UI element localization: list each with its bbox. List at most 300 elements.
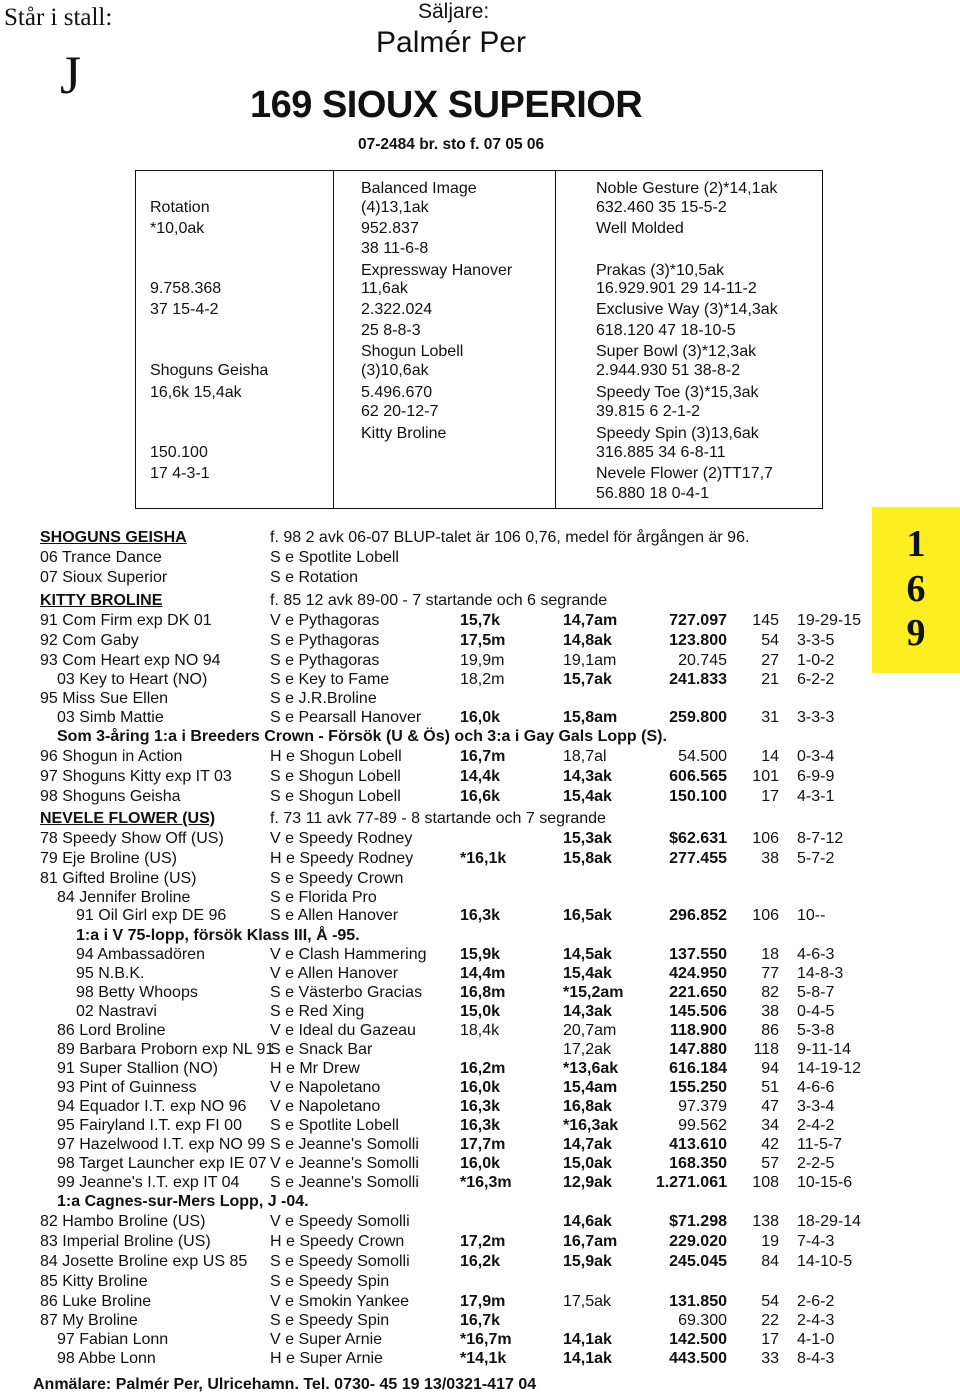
row-r1: 16,2m <box>460 1060 506 1077</box>
row-rec: 3-3-5 <box>797 632 835 649</box>
offspring-row <box>0 631 960 650</box>
row-earn: 296.852 <box>669 907 727 924</box>
row-starts: 138 <box>752 1213 779 1230</box>
pedigree-col3-entry: 2.944.930 51 38-8-2 <box>596 362 741 379</box>
pedigree-col3-entry: Super Bowl (3)*12,3ak <box>596 343 757 360</box>
row-sire: V e Jeanne's Somolli <box>270 1155 419 1172</box>
row-name: 84 Josette Broline exp US 85 <box>40 1253 248 1270</box>
row-sire: S e Shogun Lobell <box>270 768 401 785</box>
row-earn: 277.455 <box>669 850 727 867</box>
pedigree-col1-entry: 150.100 <box>150 444 208 461</box>
row-r2: 20,7am <box>563 1022 617 1039</box>
row-r1: *16,7m <box>460 1331 512 1348</box>
offspring-row <box>0 1135 960 1154</box>
row-earn: 241.833 <box>669 671 727 688</box>
row-earn: 118.900 <box>670 1022 727 1039</box>
row-sire: H e Super Arnie <box>270 1350 383 1367</box>
row-sire: S e Pythagoras <box>270 632 380 649</box>
pedigree-col2-entry: 25 8-8-3 <box>361 322 421 339</box>
row-r1: 17,2m <box>460 1233 506 1250</box>
pedigree-col3-entry: Nevele Flower (2)TT17,7 <box>596 465 773 482</box>
row-starts: 34 <box>761 1117 779 1134</box>
offspring-row <box>0 689 960 708</box>
row-earn: 54.500 <box>678 748 727 765</box>
offspring-row <box>0 708 960 727</box>
row-r2: *16,3ak <box>563 1117 619 1134</box>
offspring-row <box>0 906 960 925</box>
offspring-row <box>0 1040 960 1059</box>
pedigree-col1-entry: 17 4-3-1 <box>150 465 210 482</box>
row-sire: V e Pythagoras <box>270 612 380 629</box>
row-name: 83 Imperial Broline (US) <box>40 1233 211 1250</box>
offspring-row <box>0 611 960 630</box>
row-r1: *16,1k <box>460 850 507 867</box>
row-sire: S e Spotlite Lobell <box>270 549 399 566</box>
row-rec: 8-7-12 <box>797 830 844 847</box>
row-r1: 16,3k <box>460 1117 501 1134</box>
row-r2: 15,4ak <box>563 788 612 805</box>
row-starts: 17 <box>761 1331 779 1348</box>
row-rec: 11-5-7 <box>797 1136 843 1153</box>
row-earn: 155.250 <box>669 1079 727 1096</box>
row-starts: 33 <box>761 1350 779 1367</box>
row-sire: S e Snack Bar <box>270 1041 373 1058</box>
offspring-row <box>0 1173 960 1192</box>
row-r2: 14,3ak <box>563 768 612 785</box>
offspring-row <box>0 1097 960 1116</box>
row-r2: 16,7am <box>563 1233 618 1250</box>
row-earn: 1.271.061 <box>655 1174 727 1191</box>
row-rec: 0-4-5 <box>797 1003 835 1020</box>
pedigree-col2-entry: (4)13,1ak <box>361 199 429 216</box>
row-rec: 10-- <box>797 907 826 924</box>
row-sire: f. 73 11 avk 77-89 - 8 startande och 7 segrande <box>270 810 606 827</box>
row-r1: 16,6k <box>460 788 501 805</box>
row-name: 97 Fabian Lonn <box>57 1331 169 1348</box>
row-sire: V e Napoletano <box>270 1079 381 1096</box>
row-starts: 31 <box>761 709 779 726</box>
row-r1: 16,0k <box>460 709 501 726</box>
pedigree-col2-entry: 5.496.670 <box>361 384 433 401</box>
row-sire: V e Speedy Somolli <box>270 1213 410 1230</box>
row-name: 07 Sioux Superior <box>40 569 168 586</box>
row-r2: 14,6ak <box>563 1213 612 1230</box>
row-earn: 145.506 <box>669 1003 727 1020</box>
row-r1: 16,3k <box>460 1098 501 1115</box>
row-starts: 54 <box>761 632 779 649</box>
row-r2: 14,3ak <box>563 1003 612 1020</box>
row-starts: 84 <box>761 1253 779 1270</box>
row-r2: 15,0ak <box>563 1155 612 1172</box>
row-r2: 15,3ak <box>563 830 612 847</box>
row-rec: 1-0-2 <box>797 652 835 669</box>
row-name: 78 Speedy Show Off (US) <box>40 830 224 847</box>
row-earn: 137.550 <box>669 946 727 963</box>
offspring-row <box>0 651 960 670</box>
row-earn: 727.097 <box>669 612 727 629</box>
row-sire: S e Pythagoras <box>270 652 380 669</box>
row-name: 06 Trance Dance <box>40 549 162 566</box>
row-name: 82 Hambo Broline (US) <box>40 1213 206 1230</box>
row-rec: 5-3-8 <box>797 1022 835 1039</box>
row-r1: 15,9k <box>460 946 501 963</box>
row-earn: 245.045 <box>669 1253 727 1270</box>
offspring-row <box>0 1021 960 1040</box>
row-sire: S e Västerbo Gracias <box>270 984 423 1001</box>
row-name: KITTY BROLINE <box>40 592 163 609</box>
row-sire: S e Allen Hanover <box>270 907 399 924</box>
offspring-row <box>0 1192 960 1211</box>
row-earn: 150.100 <box>669 788 727 805</box>
row-name: 99 Jeanne's I.T. exp IT 04 <box>57 1174 240 1191</box>
row-name: 92 Com Gaby <box>40 632 139 649</box>
row-earn: 123.800 <box>669 632 727 649</box>
pedigree-col3-entry: 39.815 6 2-1-2 <box>596 403 701 420</box>
offspring-row <box>0 983 960 1002</box>
row-name: SHOGUNS GEISHA <box>40 529 187 546</box>
horse-title: 169 SIOUX SUPERIOR <box>250 84 643 126</box>
row-earn: $62.631 <box>669 830 727 847</box>
row-name: 97 Hazelwood I.T. exp NO 99 <box>57 1136 266 1153</box>
row-sire: V e Allen Hanover <box>270 965 399 982</box>
row-sire: S e Speedy Somolli <box>270 1253 410 1270</box>
row-r1: 16,0k <box>460 1079 501 1096</box>
row-sire: S e Speedy Crown <box>270 870 404 887</box>
row-earn: 69.300 <box>678 1312 727 1329</box>
row-r2: 14,7am <box>563 612 618 629</box>
pedigree-col2-entry: Shogun Lobell <box>361 343 464 360</box>
row-earn: 131.850 <box>669 1293 727 1310</box>
row-sire: H e Speedy Rodney <box>270 850 414 867</box>
row-starts: 18 <box>761 946 779 963</box>
row-note: 1:a Cagnes-sur-Mers Lopp, J -04. <box>57 1193 309 1210</box>
row-r2: 15,4ak <box>563 965 612 982</box>
pedigree-col3-entry: Noble Gesture (2)*14,1ak <box>596 180 778 197</box>
row-sire: H e Speedy Crown <box>270 1233 405 1250</box>
pedigree-col3-entry: 632.460 35 15-5-2 <box>596 199 727 216</box>
offspring-row <box>0 591 960 610</box>
row-name: 98 Betty Whoops <box>76 984 198 1001</box>
row-name: 96 Shogun in Action <box>40 748 183 765</box>
row-starts: 118 <box>753 1041 779 1058</box>
row-starts: 106 <box>752 907 779 924</box>
row-name: 91 Super Stallion (NO) <box>57 1060 218 1077</box>
row-earn: 443.500 <box>669 1350 727 1367</box>
pedigree-col3-entry: 618.120 47 18-10-5 <box>596 322 736 339</box>
pedigree-col2-entry: Balanced Image <box>361 180 477 197</box>
row-rec: 6-2-2 <box>797 671 835 688</box>
row-sire: V e Napoletano <box>270 1098 381 1115</box>
row-rec: 7-4-3 <box>797 1233 835 1250</box>
offspring-row <box>0 1232 960 1251</box>
pedigree-col1-entry: 37 15-4-2 <box>150 301 219 318</box>
pedigree-col2-entry: Expressway Hanover <box>361 262 513 279</box>
row-starts: 27 <box>761 652 779 669</box>
pedigree-divider <box>333 171 334 508</box>
stall-value: J <box>60 45 82 105</box>
row-rec: 19-29-15 <box>797 612 862 629</box>
offspring-row <box>0 869 960 888</box>
row-sire: S e Jeanne's Somolli <box>270 1174 419 1191</box>
row-r1: 14,4k <box>460 768 501 785</box>
row-sire: S e Key to Fame <box>270 671 390 688</box>
offspring-row <box>0 1349 960 1368</box>
offspring-row <box>0 727 960 746</box>
pedigree-col1-entry: Rotation <box>150 199 210 216</box>
row-name: 95 Fairyland I.T. exp FI 00 <box>57 1117 242 1134</box>
row-name: 85 Kitty Broline <box>40 1273 148 1290</box>
row-note: 1:a i V 75-lopp, försök Klass III, Å -95. <box>76 927 360 944</box>
offspring-row <box>0 1116 960 1135</box>
row-r2: 19,1am <box>563 652 617 669</box>
offspring-row <box>0 1330 960 1349</box>
seller-name: Palmér Per <box>376 26 527 59</box>
row-sire: H e Shogun Lobell <box>270 748 402 765</box>
row-rec: 14-8-3 <box>797 965 844 982</box>
offspring-row <box>0 1212 960 1231</box>
row-earn: 221.650 <box>669 984 727 1001</box>
pedigree-col2-entry: (3)10,6ak <box>361 362 429 379</box>
offspring-row <box>0 829 960 848</box>
row-sire: H e Mr Drew <box>270 1060 360 1077</box>
row-sire: S e Speedy Spin <box>270 1273 390 1290</box>
row-name: 81 Gifted Broline (US) <box>40 870 197 887</box>
pedigree-col3-entry: Well Molded <box>596 220 684 237</box>
row-name: 03 Simb Mattie <box>57 709 164 726</box>
row-r1: 15,0k <box>460 1003 501 1020</box>
horse-subtitle: 07-2484 br. sto f. 07 05 06 <box>358 136 545 153</box>
row-sire: S e Pearsall Hanover <box>270 709 422 726</box>
offspring-row <box>0 888 960 907</box>
offspring-row <box>0 1078 960 1097</box>
row-r2: 15,8am <box>563 709 618 726</box>
row-name: 91 Oil Girl exp DE 96 <box>76 907 227 924</box>
pedigree-col1-entry: *10,0ak <box>150 220 205 237</box>
row-r2: 17,2ak <box>563 1041 612 1058</box>
row-r2: 18,7al <box>563 748 607 765</box>
offspring-row <box>0 1292 960 1311</box>
row-name: 98 Target Launcher exp IE 07 <box>57 1155 267 1172</box>
row-r1: 16,3k <box>460 907 501 924</box>
offspring-row <box>0 809 960 828</box>
row-name: 87 My Broline <box>40 1312 138 1329</box>
row-starts: 42 <box>761 1136 779 1153</box>
row-rec: 3-3-4 <box>797 1098 835 1115</box>
catalog-digit: 1 <box>906 523 926 565</box>
pedigree-col2-entry: 38 11-6-8 <box>361 240 429 257</box>
row-r2: 14,8ak <box>563 632 612 649</box>
row-starts: 38 <box>761 850 779 867</box>
row-starts: 145 <box>752 612 779 629</box>
row-earn: 259.800 <box>669 709 727 726</box>
row-rec: 4-1-0 <box>797 1331 835 1348</box>
row-rec: 14-19-12 <box>797 1060 862 1077</box>
row-r2: 15,4am <box>563 1079 618 1096</box>
row-starts: 47 <box>761 1098 779 1115</box>
row-name: 89 Barbara Proborn exp NL 91 <box>57 1041 275 1058</box>
offspring-row <box>0 568 960 587</box>
offspring-row <box>0 747 960 766</box>
row-earn: 20.745 <box>678 652 727 669</box>
row-sire: V e Speedy Rodney <box>270 830 413 847</box>
offspring-row <box>0 548 960 567</box>
row-r1: 16,2k <box>460 1253 501 1270</box>
row-rec: 2-6-2 <box>797 1293 835 1310</box>
row-r1: 16,7k <box>460 1312 501 1329</box>
pedigree-col2-entry: 62 20-12-7 <box>361 403 439 420</box>
row-rec: 2-4-3 <box>797 1312 835 1329</box>
row-starts: 57 <box>761 1155 779 1172</box>
row-earn: 168.350 <box>669 1155 727 1172</box>
pedigree-divider <box>555 171 556 508</box>
row-r1: 16,7m <box>460 748 506 765</box>
row-name: 84 Jennifer Broline <box>57 889 191 906</box>
row-rec: 18-29-14 <box>797 1213 862 1230</box>
row-rec: 5-8-7 <box>797 984 835 1001</box>
row-r1: *14,1k <box>460 1350 507 1367</box>
row-rec: 2-4-2 <box>797 1117 835 1134</box>
pedigree-col1-entry: 9.758.368 <box>150 280 222 297</box>
row-rec: 6-9-9 <box>797 768 835 785</box>
pedigree-col3-entry: Speedy Spin (3)13,6ak <box>596 425 759 442</box>
pedigree-col2-entry: Kitty Broline <box>361 425 447 442</box>
row-name: 97 Shoguns Kitty exp IT 03 <box>40 768 232 785</box>
row-starts: 17 <box>761 788 779 805</box>
row-r1: 19,9m <box>460 652 505 669</box>
pedigree-col2-entry: 2.322.024 <box>361 301 433 318</box>
row-name: 03 Key to Heart (NO) <box>57 671 208 688</box>
row-r1: 15,7k <box>460 612 501 629</box>
seller-label: Säljare: <box>418 0 490 23</box>
row-r2: 14,5ak <box>563 946 612 963</box>
row-earn: 413.610 <box>669 1136 727 1153</box>
row-name: 95 N.B.K. <box>76 965 145 982</box>
row-starts: 21 <box>761 671 779 688</box>
offspring-row <box>0 670 960 689</box>
pedigree-col3-entry: Speedy Toe (3)*15,3ak <box>596 384 759 401</box>
row-r2: *15,2am <box>563 984 624 1001</box>
row-earn: 97.379 <box>678 1098 727 1115</box>
row-sire: f. 98 2 avk 06-07 BLUP-talet är 106 0,76, medel för årgången är 96. <box>270 529 750 546</box>
pedigree-col3-entry: 16.929.901 29 14-11-2 <box>596 280 757 297</box>
row-r1: 17,9m <box>460 1293 506 1310</box>
row-starts: 51 <box>761 1079 779 1096</box>
row-starts: 86 <box>761 1022 779 1039</box>
row-r2: 15,9ak <box>563 1253 612 1270</box>
row-rec: 4-3-1 <box>797 788 835 805</box>
offspring-row <box>0 528 960 547</box>
offspring-row <box>0 1154 960 1173</box>
offspring-row <box>0 926 960 945</box>
row-sire: S e J.R.Broline <box>270 690 377 707</box>
row-name: 95 Miss Sue Ellen <box>40 690 169 707</box>
row-name: 98 Abbe Lonn <box>57 1350 156 1367</box>
row-rec: 4-6-6 <box>797 1079 835 1096</box>
row-earn: 99.562 <box>678 1117 727 1134</box>
row-earn: $71.298 <box>669 1213 727 1230</box>
stall-label: Står i stall: <box>4 4 113 31</box>
row-name: 94 Ambassadören <box>76 946 205 963</box>
offspring-row <box>0 1272 960 1291</box>
row-earn: 229.020 <box>669 1233 727 1250</box>
row-note: Som 3-åring 1:a i Breeders Crown - Försök (U & Ös) och 3:a i Gay Gals Lopp (S). <box>57 728 667 745</box>
row-rec: 3-3-3 <box>797 709 835 726</box>
row-starts: 14 <box>761 748 779 765</box>
row-starts: 82 <box>761 984 779 1001</box>
row-r1: 17,5m <box>460 632 506 649</box>
row-name: 94 Equador I.T. exp NO 96 <box>57 1098 247 1115</box>
row-sire: S e Jeanne's Somolli <box>270 1136 419 1153</box>
row-earn: 424.950 <box>669 965 727 982</box>
row-r1: 16,0k <box>460 1155 501 1172</box>
pedigree-col1-entry: 16,6k 15,4ak <box>150 384 242 401</box>
row-r1: *16,3m <box>460 1174 512 1191</box>
offspring-row <box>0 964 960 983</box>
row-sire: V e Ideal du Gazeau <box>270 1022 416 1039</box>
offspring-row <box>0 1059 960 1078</box>
row-earn: 142.500 <box>669 1331 727 1348</box>
row-sire: S e Speedy Spin <box>270 1312 390 1329</box>
row-starts: 54 <box>761 1293 779 1310</box>
row-name: 91 Com Firm exp DK 01 <box>40 612 212 629</box>
row-sire: S e Rotation <box>270 569 359 586</box>
offspring-row <box>0 1002 960 1021</box>
row-r1: 14,4m <box>460 965 506 982</box>
row-r2: 15,7ak <box>563 671 612 688</box>
row-starts: 77 <box>761 965 779 982</box>
pedigree-col3-entry: 316.885 34 6-8-11 <box>596 444 726 461</box>
row-earn: 616.184 <box>669 1060 727 1077</box>
pedigree-col1-entry: Shoguns Geisha <box>150 362 269 379</box>
pedigree-col3-entry: Exclusive Way (3)*14,3ak <box>596 301 778 318</box>
offspring-row <box>0 849 960 868</box>
catalog-digit: 6 <box>906 568 926 610</box>
row-starts: 38 <box>761 1003 779 1020</box>
row-r2: 15,8ak <box>563 850 612 867</box>
row-starts: 22 <box>761 1312 779 1329</box>
row-starts: 108 <box>752 1174 779 1191</box>
row-name: 93 Com Heart exp NO 94 <box>40 652 221 669</box>
row-r2: 14,1ak <box>563 1350 612 1367</box>
pedigree-col2-entry: 952.837 <box>361 220 419 237</box>
offspring-row <box>0 787 960 806</box>
row-sire: V e Clash Hammering <box>270 946 427 963</box>
row-starts: 94 <box>761 1060 779 1077</box>
row-rec: 4-6-3 <box>797 946 835 963</box>
offspring-row <box>0 1311 960 1330</box>
row-rec: 10-15-6 <box>797 1174 853 1191</box>
row-r2: 12,9ak <box>563 1174 612 1191</box>
row-r2: *13,6ak <box>563 1060 619 1077</box>
pedigree-col3-entry: 56.880 18 0-4-1 <box>596 485 709 502</box>
row-earn: 147.880 <box>669 1041 727 1058</box>
row-rec: 5-7-2 <box>797 850 835 867</box>
offspring-row <box>0 1252 960 1271</box>
row-r2: 16,8ak <box>563 1098 612 1115</box>
row-r1: 18,2m <box>460 671 505 688</box>
footer-registrant: Anmälare: Palmér Per, Ulricehamn. Tel. 0730- 45 19 13/0321-417 04 <box>33 1376 537 1393</box>
row-name: 02 Nastravi <box>76 1003 157 1020</box>
catalog-digit: 9 <box>906 612 926 654</box>
row-sire: S e Spotlite Lobell <box>270 1117 399 1134</box>
row-sire: V e Smokin Yankee <box>270 1293 410 1310</box>
row-sire: V e Super Arnie <box>270 1331 383 1348</box>
offspring-row <box>0 767 960 786</box>
row-starts: 106 <box>752 830 779 847</box>
row-name: 93 Pint of Guinness <box>57 1079 197 1096</box>
row-r1: 16,8m <box>460 984 506 1001</box>
pedigree-col2-entry: 11,6ak <box>361 280 408 297</box>
